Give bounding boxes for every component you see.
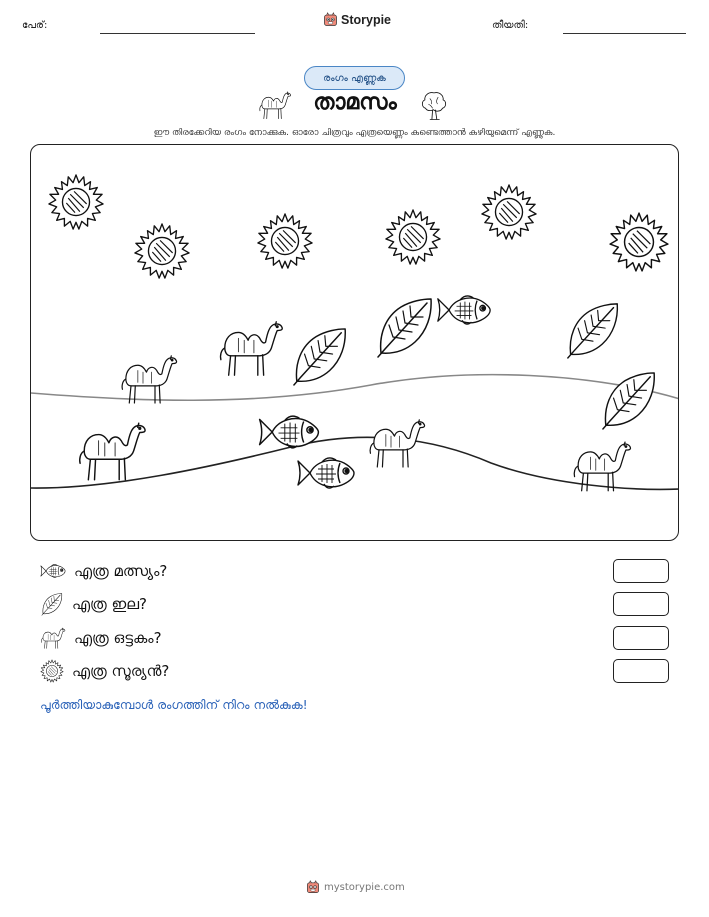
leaf-answer-box[interactable]	[613, 592, 669, 616]
brand-name: Storypie	[341, 12, 392, 27]
date-label: തീയതി:	[492, 20, 529, 31]
question-fish	[40, 559, 167, 583]
question-leaf-text: എത്ര ഇല?	[72, 595, 147, 613]
fish-answer-box[interactable]	[613, 559, 669, 583]
camel-icon	[80, 423, 145, 480]
sun-icon	[482, 185, 536, 239]
camel-answer-box[interactable]	[613, 626, 669, 650]
question-sun-text: എത്ര സൂര്യൻ?	[72, 662, 170, 680]
sun-icon	[49, 175, 103, 229]
counting-scene	[30, 144, 679, 541]
fish-icon	[298, 458, 354, 488]
scene-drawing	[31, 145, 679, 541]
name-label: പേര്:	[22, 20, 48, 31]
site-footer	[306, 880, 405, 894]
storypie-mascot-icon	[323, 12, 338, 27]
activity-badge: രംഗം എണ്ണുക	[304, 66, 405, 90]
tree-icon	[420, 90, 448, 121]
question-camel	[40, 626, 162, 650]
sun-icon	[386, 210, 440, 264]
storypie-mascot-icon	[306, 880, 320, 894]
camel-icon	[221, 322, 283, 375]
leaf-icon	[568, 304, 618, 358]
leaf-icon	[294, 329, 345, 385]
question-fish-text: എത്ര മത്സ്യം?	[74, 562, 168, 580]
camel-icon	[370, 420, 424, 467]
name-field[interactable]	[100, 33, 255, 34]
question-sun	[40, 659, 169, 683]
question-leaf	[40, 592, 147, 616]
sun-icon	[258, 214, 312, 268]
site-url[interactable]: mystorypie.com	[324, 881, 405, 893]
sun-icon	[40, 659, 64, 683]
question-camel-text: എത്ര ഒട്ടകം?	[74, 629, 162, 647]
camel-icon	[574, 442, 630, 491]
camel-icon	[122, 356, 176, 403]
fish-icon	[438, 296, 490, 324]
brand-logo	[323, 12, 391, 27]
coloring-note: പൂർത്തിയാകുമ്പോൾ രംഗത്തിന് നിറം നൽകുക!	[40, 697, 308, 712]
page-title: താമസം	[313, 90, 397, 115]
leaf-icon	[40, 592, 64, 616]
instructions-text: ഈ തിരക്കേറിയ രംഗം നോക്കുക. ഓരോ ചിത്രവും എത്രയെണ്ണം കണ്ടെത്താൻ കഴിയുമെന്ന് എണ്ണുക.	[153, 128, 556, 138]
leaf-icon	[603, 373, 654, 429]
fish-icon	[40, 562, 66, 580]
sun-icon	[135, 224, 189, 278]
sun-icon	[610, 213, 668, 271]
camel-icon	[40, 626, 66, 650]
date-field[interactable]	[563, 33, 686, 34]
sun-answer-box[interactable]	[613, 659, 669, 683]
leaf-icon	[378, 299, 431, 357]
fish-icon	[260, 416, 319, 448]
